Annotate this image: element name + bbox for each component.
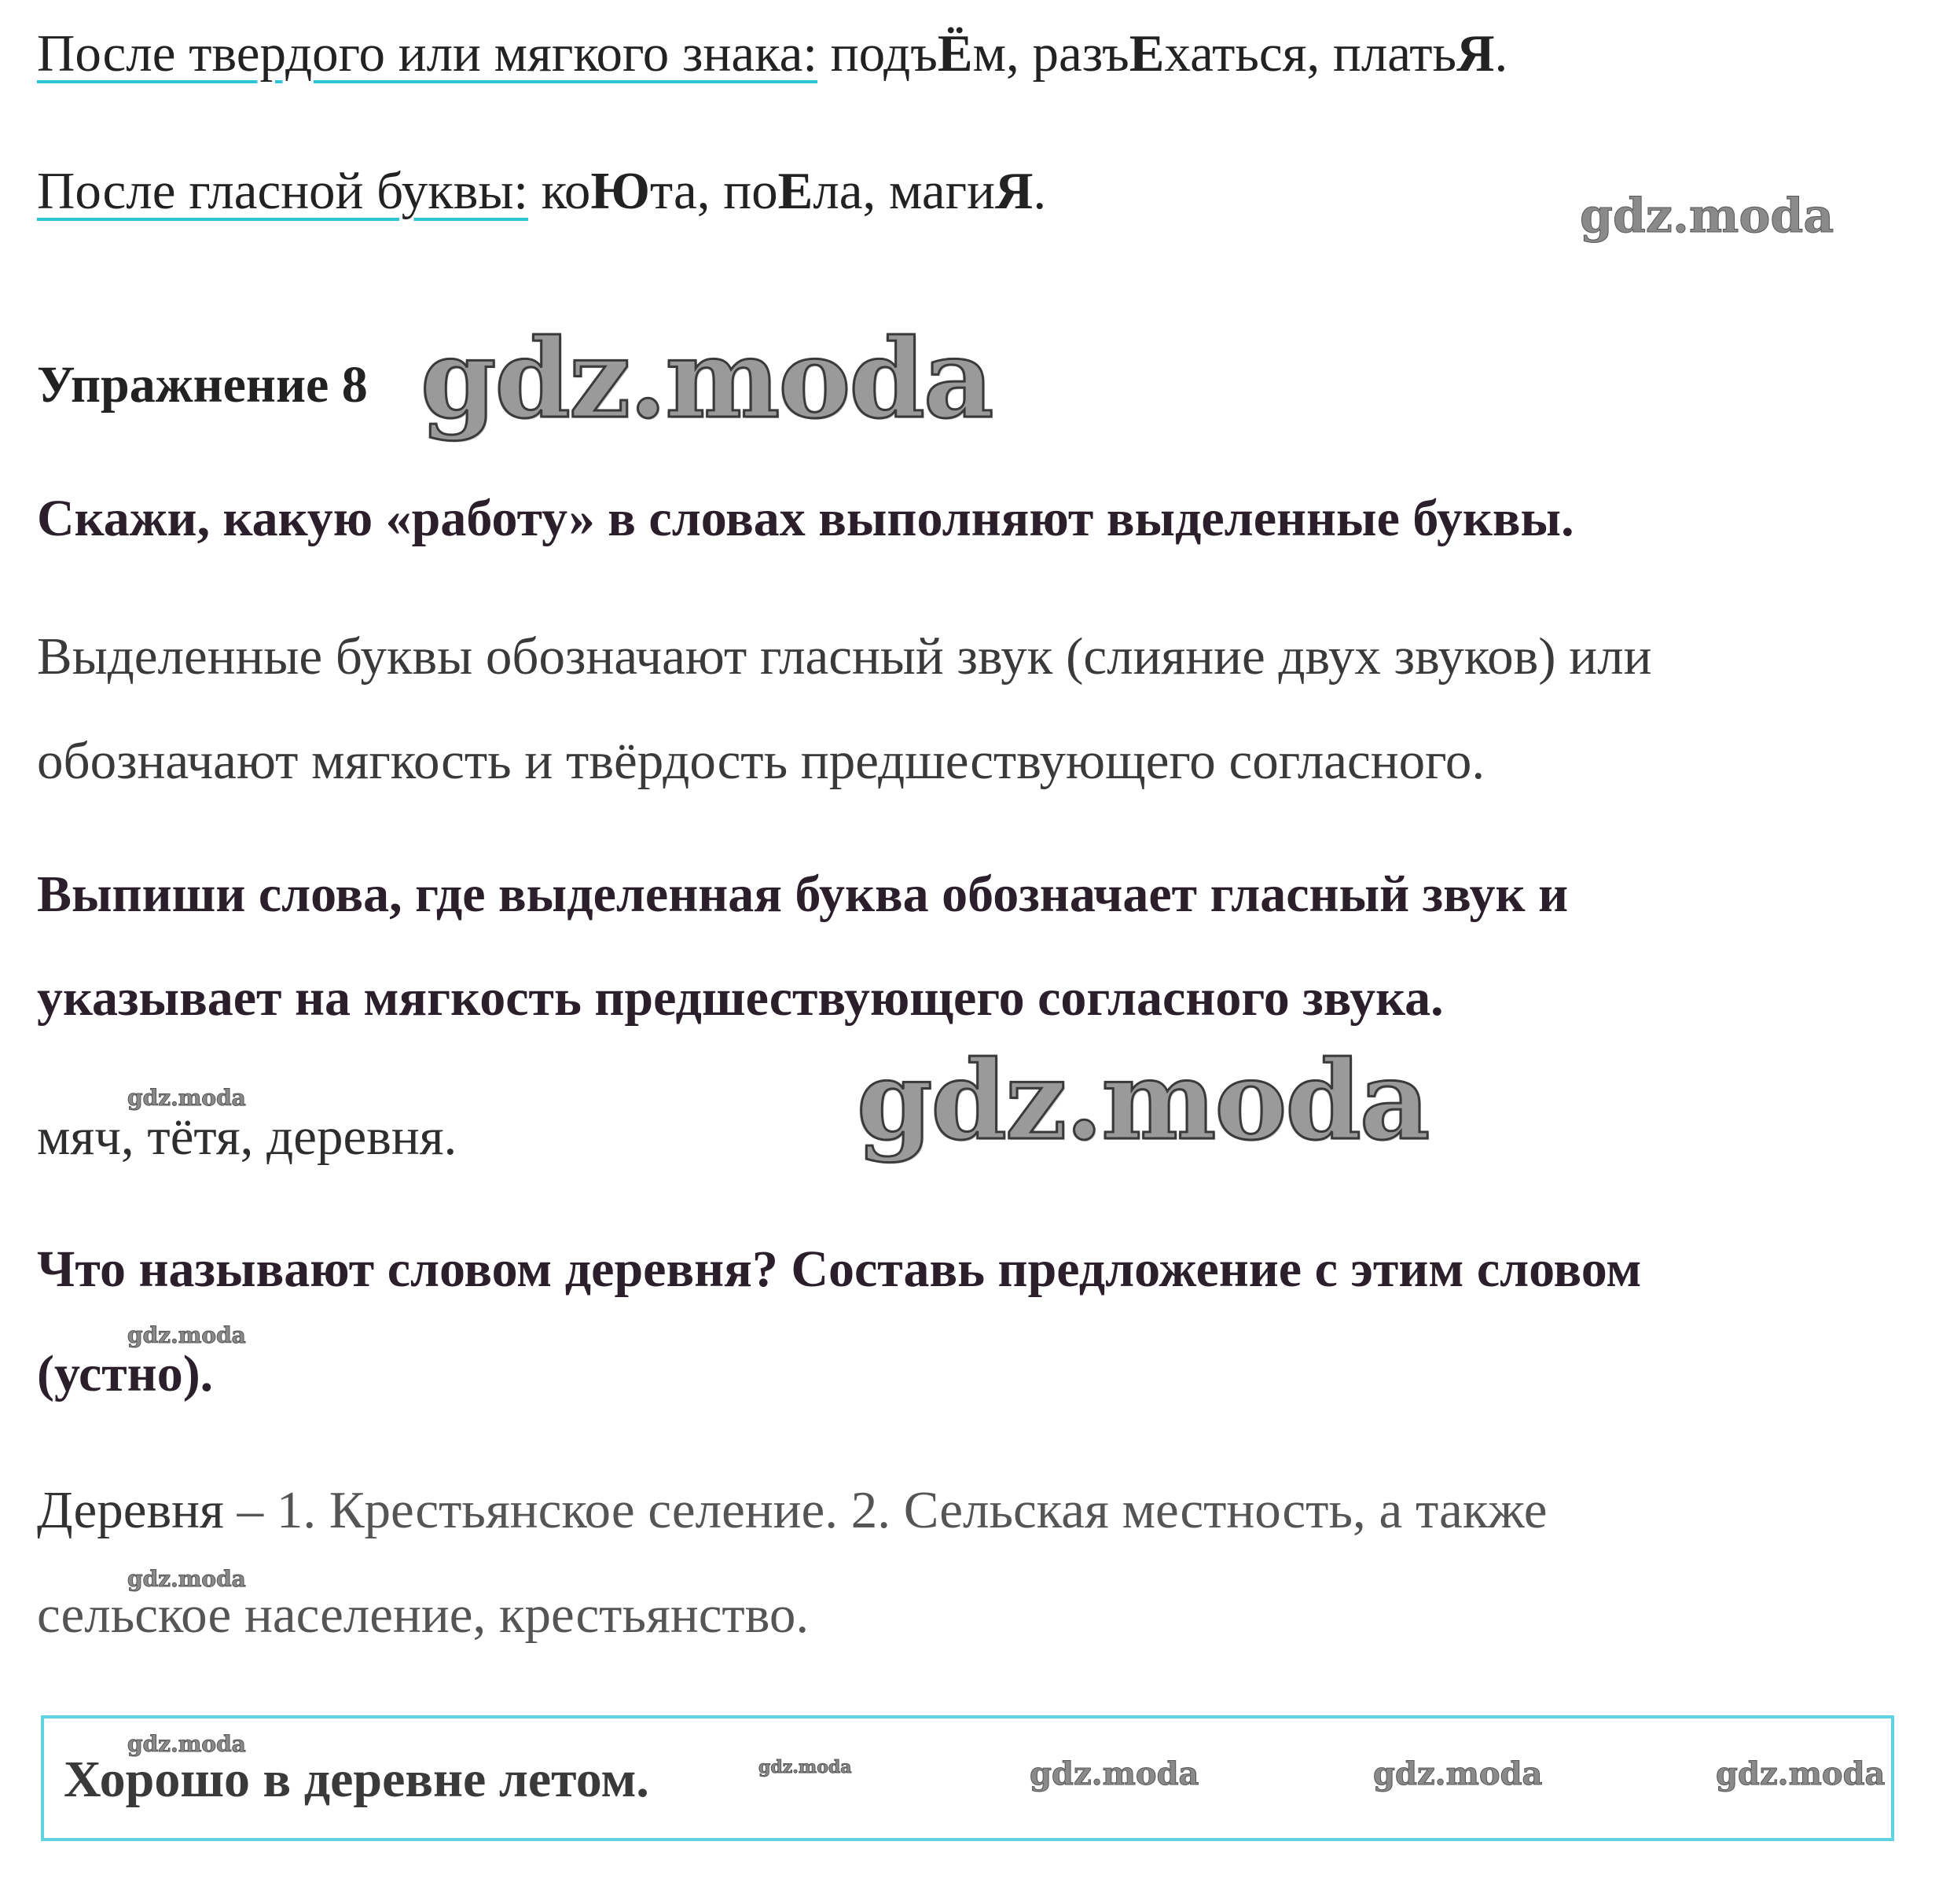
watermark: gdz.moda	[420, 314, 993, 443]
watermark: gdz.moda	[1030, 1755, 1199, 1792]
answer-1-line-1: Выделенные буквы обозначают гласный звук (слияние двух звуков) или	[37, 627, 1652, 686]
exercise-title: Упражнение 8	[37, 356, 368, 414]
rule-label: После твердого или мягкого знака:	[37, 24, 817, 83]
watermark: gdz.moda	[127, 1322, 246, 1348]
task-2-line-2: указывает на мягкость предшествующего согласного звука.	[37, 969, 1444, 1027]
watermark: gdz.moda	[1716, 1755, 1886, 1792]
watermark: gdz.moda	[127, 1085, 246, 1111]
answer-2: мяч, тётя, деревня.	[37, 1108, 457, 1166]
rule-label: После гласной буквы:	[37, 162, 529, 220]
definition-line-1: Деревня – 1. Крестьянское селение. 2. Сельская местность, а также	[37, 1481, 1548, 1539]
definition-line-2: сельское население, крестьянство.	[37, 1586, 810, 1644]
definition-term: Деревня	[37, 1481, 224, 1539]
watermark: gdz.moda	[1373, 1755, 1543, 1792]
answer-1-line-2: обозначают мягкость и твёрдость предшествующего согласного.	[37, 732, 1485, 790]
rule-line-2	[37, 161, 1046, 222]
task-3-line-1: Что называют словом деревня? Составь предложение с этим словом	[37, 1241, 1642, 1298]
task-1: Скажи, какую «работу» в словах выполняют выделенные буквы.	[37, 490, 1574, 547]
watermark: gdz.moda	[127, 1731, 246, 1757]
task-3-line-2: (устно).	[37, 1345, 214, 1402]
example-sentence-box	[41, 1715, 1894, 1841]
rule-example: подъЁм, разъЕхаться, платьЯ.	[830, 24, 1508, 83]
rule-line-1	[37, 24, 1507, 84]
watermark: gdz.moda	[758, 1757, 852, 1777]
watermark: gdz.moda	[1580, 189, 1834, 244]
task-2-line-1: Выпиши слова, где выделенная буква обозначает гласный звук и	[37, 866, 1569, 923]
watermark: gdz.moda	[857, 1036, 1429, 1164]
example-sentence: Хорошо в деревне летом.	[64, 1751, 649, 1808]
watermark: gdz.moda	[127, 1566, 246, 1592]
rule-example: коЮта, поЕла, магиЯ.	[541, 162, 1047, 220]
